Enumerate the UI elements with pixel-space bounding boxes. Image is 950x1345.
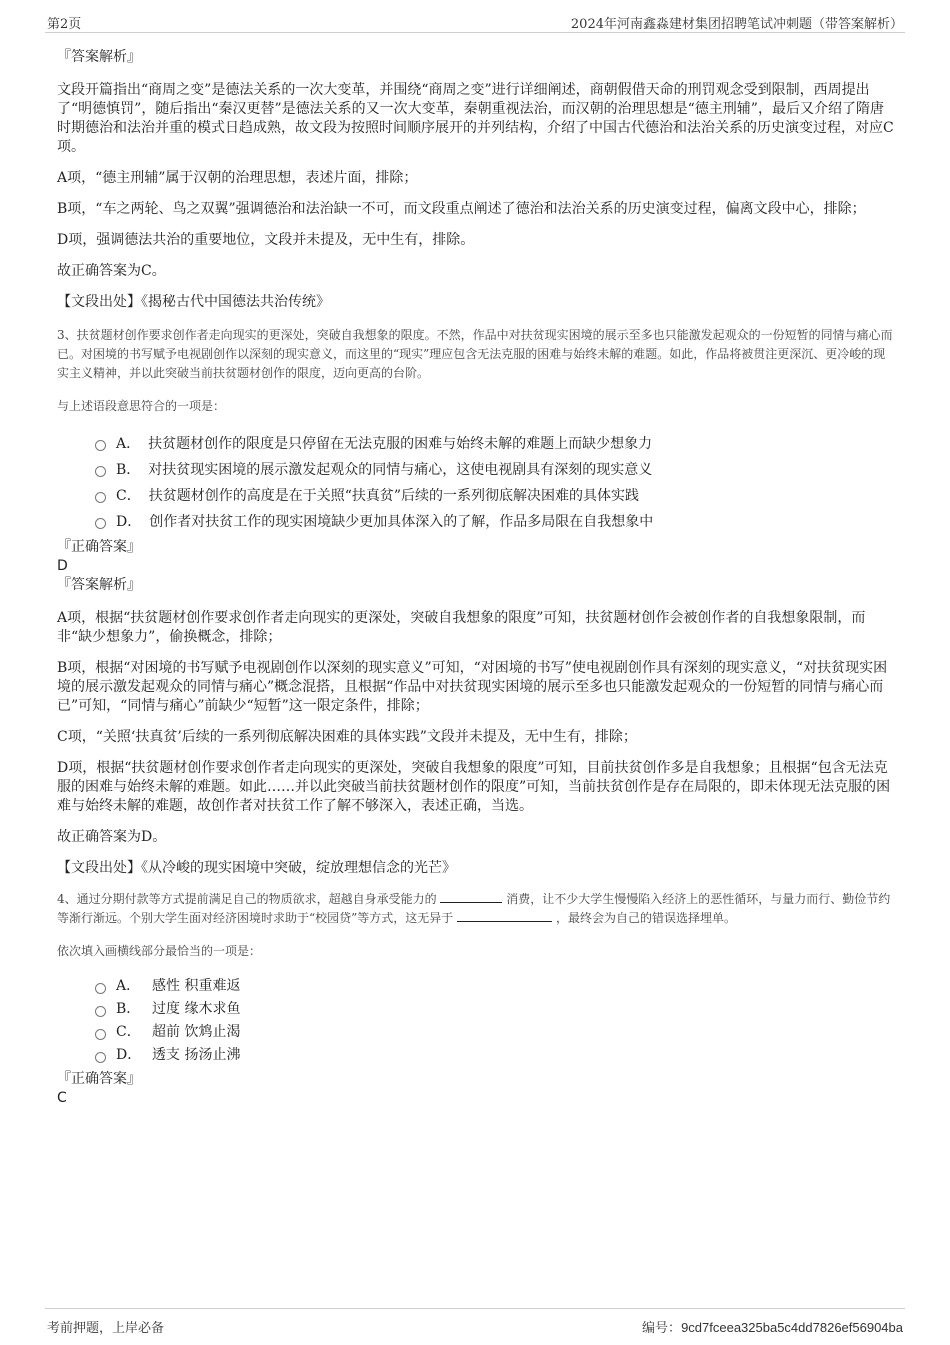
document-body	[57, 46, 897, 1108]
q3-analysis-paragraph: B项，根据“对困境的书写赋予电视剧创作以深刻的现实意义”可知，“对困境的书写”使电视剧创作具有深刻的现实意义，“对扶贫现实困境的展示激发起观众的同情与痛心”概念混搭，且根据“作品中对扶贫现实困境的展示至多也只能激发起观众的一份短暂的同情与痛心而已”可知，“同情与痛心”前缺少“短暂”这一限定条件，排除；	[57, 660, 888, 714]
q3-analysis-paragraph: A项，根据“扶贫题材创作要求创作者走向现实的更深处，突破自我想象的限度”可知，扶贫题材创作会被创作者的自我想象限制，而非“缺少想象力”，偷换概念，排除；	[57, 610, 866, 645]
footer-serial: 编号：9cd7fceea325ba5c4dd7826ef56904ba	[642, 1320, 903, 1336]
q2-analysis-paragraph: B项，“车之两轮、鸟之双翼”强调德治和法治缺一不可，而文段重点阐述了德治和法治关系的历史演变过程，偏离文段中心，排除；	[57, 201, 866, 217]
q4-prompt: 依次填入画横线部分最恰当的一项是：	[57, 944, 262, 958]
radio-button-icon[interactable]	[95, 983, 106, 994]
radio-button-icon[interactable]	[95, 1052, 106, 1063]
q2-answer-statement: 故正确答案为C。	[57, 263, 166, 279]
radio-button-icon[interactable]	[95, 1006, 106, 1017]
radio-button-icon[interactable]	[95, 1029, 106, 1040]
q3-option-d[interactable]: D． 创作者对扶贫工作的现实困境缺少更加具体深入的了解，作品多局限在自我想象中	[95, 509, 897, 535]
q2-analysis-paragraph: D项，强调德法共治的重要地位，文段并未提及，无中生有，排除。	[57, 232, 475, 248]
q3-analysis-paragraph: D项，根据“扶贫题材创作要求创作者走向现实的更深处，突破自我想象的限度”可知，目前扶贫创作多是自我想象；且根据“包含无法克服的困难与始终未解的难题。如此……并以此突破当前扶贫题材创作的限度”可知，当前扶贫创作是存在局限的，即未体现无法克服的困难与始终未解的难题，故创作者对扶贫工作了解不够深入，表述正确，当选。	[57, 760, 891, 814]
q3-source: 【文段出处】《从冷峻的现实困境中突破，绽放理想信念的光芒》	[57, 860, 456, 876]
q3-stem: 3、扶贫题材创作要求创作者走向现实的更深处，突破自我想象的限度。不然，作品中对扶贫现实困境的展示至多也只能激发起观众的一份短暂的同情与痛心而已。对困境的书写赋予电视剧创作以深刻的现实意义，而这里的“现实”理应包含无法克服的困难与始终未解的难题。如此，作品将被贯注更深沉、更冷峻的现实主义精神，并以此突破当前扶贫题材创作的限度，迈向更高的台阶。	[57, 328, 893, 380]
q4-answer-tag: 『正确答案』	[57, 1071, 141, 1087]
footer-slogan: 考前押题，上岸必备	[47, 1321, 165, 1336]
fill-blank-2	[457, 909, 552, 922]
q4-options	[57, 975, 897, 1067]
q2-source: 【文段出处】《揭秘古代中国德法共治传统》	[57, 294, 330, 310]
document-title: 2024年河南鑫淼建材集团招聘笔试冲刺题（带答案解析）	[570, 17, 903, 32]
serial-number: 9cd7fceea325ba5c4dd7826ef56904ba	[681, 1320, 903, 1335]
q3-analysis-paragraph: C项，“关照‘扶真贫’后续的一系列彻底解决困难的具体实践”文段并未提及，无中生有，排除；	[57, 729, 637, 745]
q3-options	[57, 431, 897, 535]
fill-blank-1	[440, 890, 502, 903]
q4-option-c[interactable]: C． 超前 饮鸩止渴	[95, 1021, 897, 1044]
q3-answer-statement: 故正确答案为D。	[57, 829, 167, 845]
q3-answer-tag: 『正确答案』	[57, 539, 141, 555]
page-footer	[45, 1308, 905, 1337]
q3-answer: D	[57, 558, 68, 574]
radio-button-icon[interactable]	[95, 518, 106, 529]
q3-option-b[interactable]: B． 对扶贫现实困境的展示激发起观众的同情与痛心，这使电视剧具有深刻的现实意义	[95, 457, 897, 483]
radio-button-icon[interactable]	[95, 440, 106, 451]
q4-stem: 4、通过分期付款等方式提前满足自己的物质欲求，超越自身承受能力的 消费，让不少大学生慢慢陷入经济上的恶性循环，与量力而行、勤俭节约等渐行渐远。个别大学生面对经济困境时求助于“校园贷”等方式，这无异于 ，最终会为自己的错误选择埋单。	[57, 892, 891, 925]
q2-analysis-paragraph: 文段开篇指出“商周之变”是德法关系的一次大变革，并围绕“商周之变”进行详细阐述，商朝假借天命的刑罚观念受到限制，西周提出了“明德慎罚”，随后指出“秦汉更替”是德法关系的又一次大变革，秦朝重视法治，而汉朝的治理思想是“德主刑辅”，最后又介绍了隋唐时期德治和法治并重的模式日趋成熟，故文段为按照时间顺序展开的并列结构，介绍了中国古代德治和法治关系的历史演变过程，对应C项。	[57, 82, 894, 155]
radio-button-icon[interactable]	[95, 466, 106, 477]
radio-button-icon[interactable]	[95, 492, 106, 503]
q4-option-b[interactable]: B． 过度 缘木求鱼	[95, 998, 897, 1021]
q3-option-a[interactable]: A． 扶贫题材创作的限度是只停留在无法克服的困难与始终未解的难题上而缺少想象力	[95, 431, 897, 457]
q2-analysis-tag: 『答案解析』	[57, 49, 141, 65]
page-number: 第2页	[47, 17, 82, 32]
q4-option-d[interactable]: D． 透支 扬汤止沸	[95, 1044, 897, 1067]
q4-option-a[interactable]: A． 感性 积重难返	[95, 975, 897, 998]
q3-prompt: 与上述语段意思符合的一项是：	[57, 399, 226, 413]
q2-analysis-paragraph: A项，“德主刑辅”属于汉朝的治理思想，表述片面，排除；	[57, 170, 418, 186]
q3-analysis-tag: 『答案解析』	[57, 577, 141, 593]
q4-answer: C	[57, 1090, 67, 1106]
q3-option-c[interactable]: C． 扶贫题材创作的高度是在于关照“扶真贫”后续的一系列彻底解决困难的具体实践	[95, 483, 897, 509]
page-header	[45, 12, 905, 33]
